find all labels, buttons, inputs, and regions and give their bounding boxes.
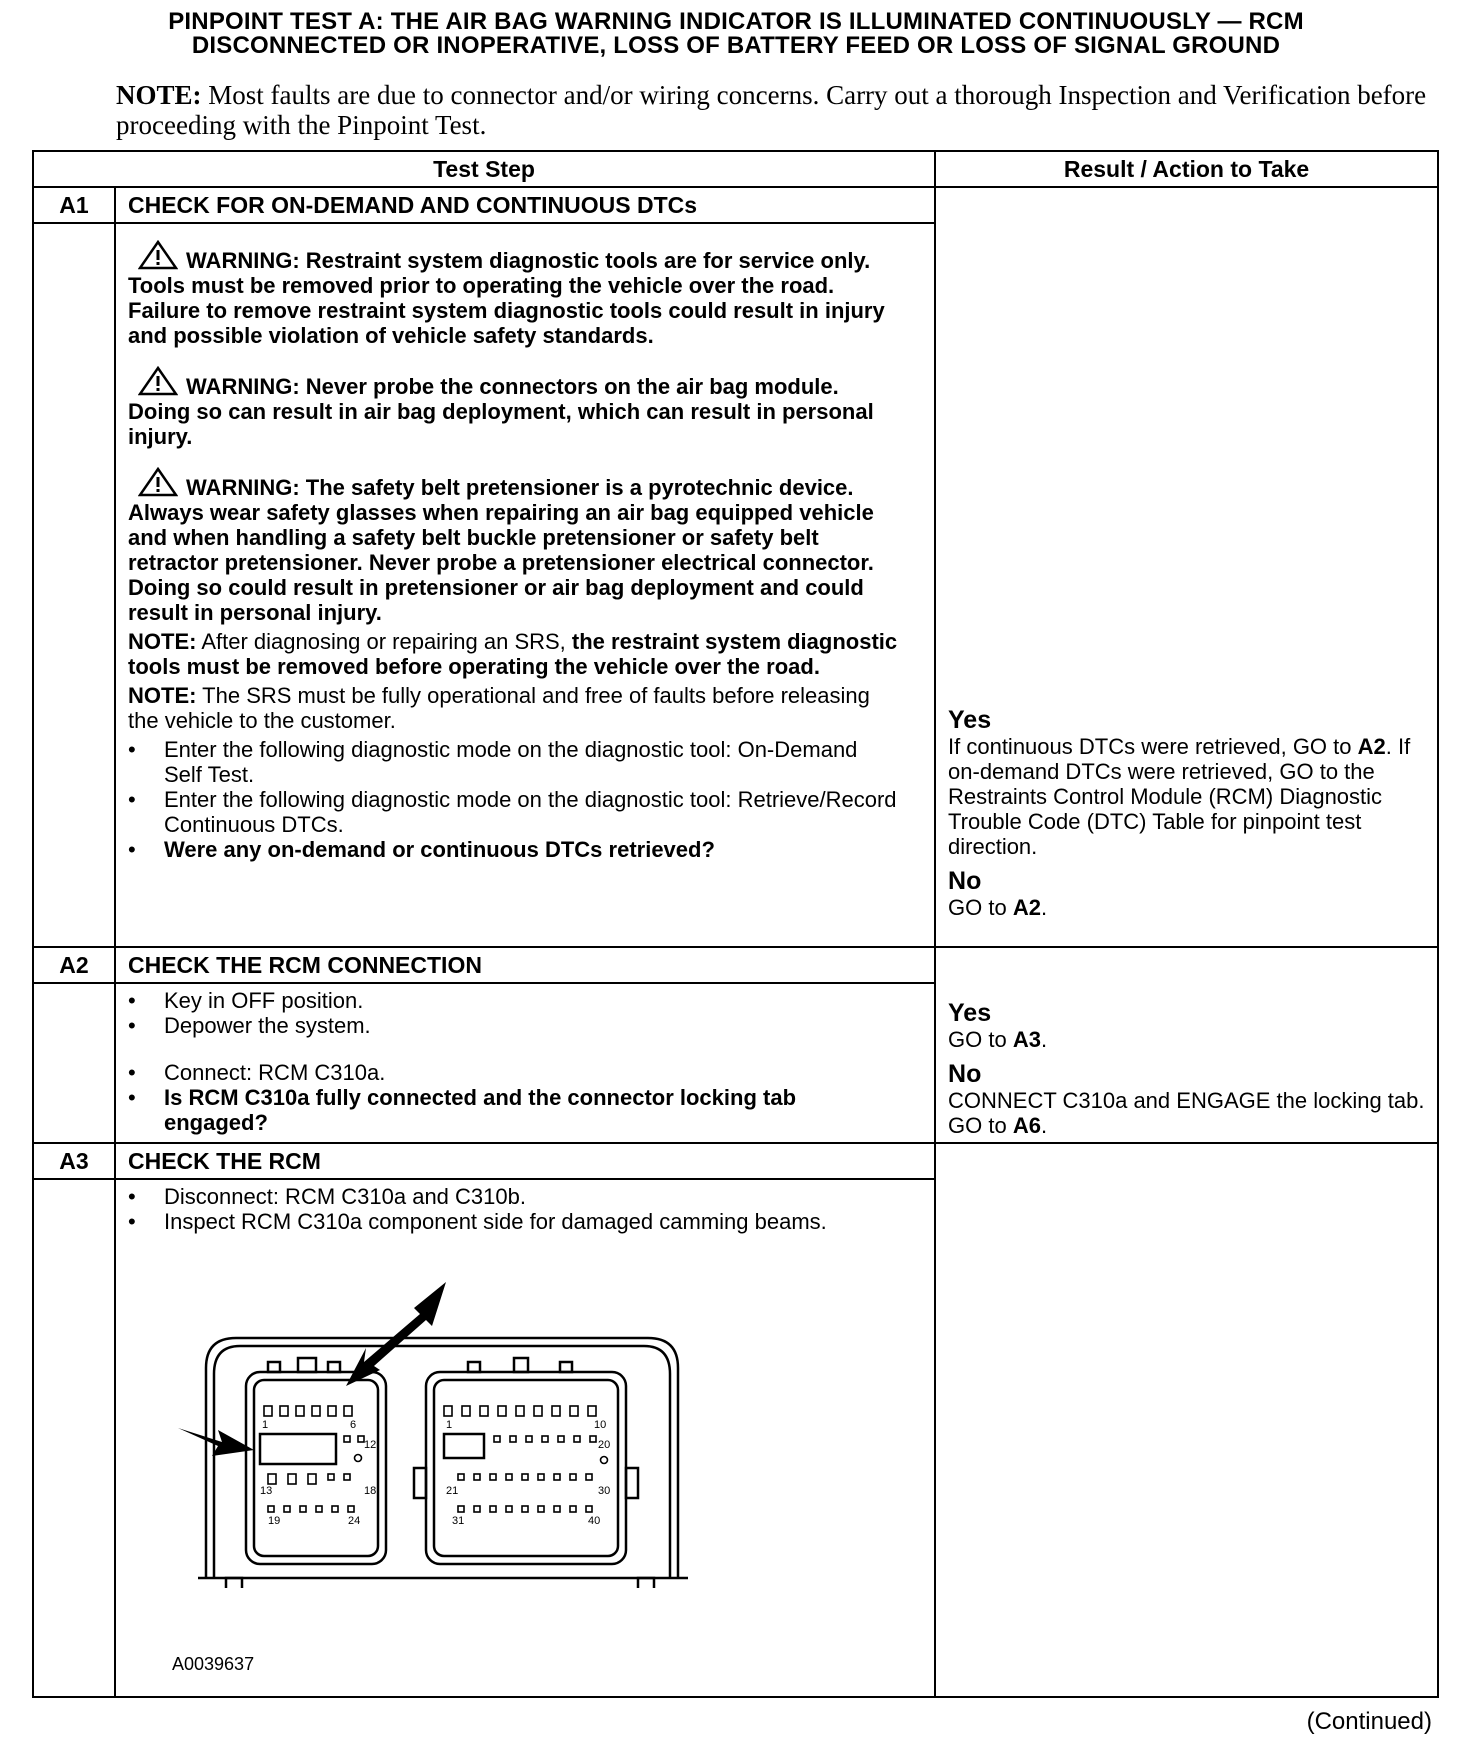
title-line-2: DISCONNECTED OR INOPERATIVE, LOSS OF BATTERY FEED OR LOSS OF SIGNAL GROUND [191, 32, 1281, 59]
rcm-connector-drawing [168, 1278, 728, 1588]
list-item: • Disconnect: RCM C310a and C310b. [128, 1184, 898, 1209]
step-body-a1 [115, 223, 935, 947]
pin-label: 10 [594, 1419, 607, 1431]
list-item: • Connect: RCM C310a. [128, 1060, 898, 1085]
col-header-result: Result / Action to Take [935, 151, 1438, 187]
pin-label: 13 [260, 1485, 273, 1497]
intro-note [116, 80, 1436, 140]
warning-3: WARNING: The safety belt pretensioner is a pyrotechnic device. Always wear safety glasses when repairing an air bag equipped vehicle and when handling a safety belt buckle pretensioner or safety belt retractor pretensioner. Never probe a pretensioner electrical connector. Doing so could result in pretensioner or air bag deployment and could result in personal injury. [128, 467, 898, 625]
warning-2: WARNING: Never probe the connectors on the air bag module. Doing so can result in air bag deployment, which can result in personal injury. [128, 366, 898, 449]
pin-label: 19 [268, 1515, 281, 1527]
pin-label: 1 [446, 1419, 453, 1431]
a1-note-2: NOTE: The SRS must be fully operational and free of faults before releasing the vehicle to the customer. [128, 683, 870, 733]
step-id-a1: A1 [33, 187, 115, 223]
pin-label: 6 [350, 1419, 357, 1431]
list-item: • Enter the following diagnostic mode on the diagnostic tool: On-Demand Self Test. [128, 737, 898, 787]
result-a1-no-label: No [948, 867, 982, 895]
result-a2-yes-label: Yes [948, 999, 992, 1027]
page-title [40, 10, 1432, 58]
result-a2 [935, 947, 1438, 1143]
list-item: • Inspect RCM C310a component side for damaged camming beams. [128, 1209, 898, 1234]
step-id-spacer-a3 [33, 1179, 115, 1697]
result-a2-no-text: CONNECT C310a and ENGAGE the locking tab. GO to A6. [948, 1088, 1425, 1138]
title-line-1: PINPOINT TEST A: THE AIR BAG WARNING INDICATOR IS ILLUMINATED CONTINUOUSLY — RCM [168, 8, 1304, 35]
pin-label: 31 [452, 1515, 465, 1527]
step-id-a2: A2 [33, 947, 115, 983]
list-item: • Were any on-demand or continuous DTCs retrieved? [128, 837, 898, 862]
a1-note-1: NOTE: After diagnosing or repairing an SRS, the restraint system diagnostic tools must be removed before operating the vehicle over the road. [128, 629, 898, 679]
result-a1 [935, 187, 1438, 947]
a3-bullets [128, 1184, 898, 1234]
result-a2-no-label: No [948, 1060, 982, 1088]
pin-label: 12 [364, 1439, 377, 1451]
pin-label: 24 [348, 1515, 361, 1527]
continued-label: (Continued) [1306, 1708, 1432, 1735]
pin-label: 21 [446, 1485, 459, 1497]
result-a1-yes-text: If continuous DTCs were retrieved, GO to A2. If on-demand DTCs were retrieved, GO to the Restraints Control Module (RCM) Diagnostic Trouble Code (DTC) Table for pinpoint test direction. [948, 734, 1411, 859]
warning-triangle-icon [138, 240, 178, 270]
warning-1: WARNING: Restraint system diagnostic tools are for service only. Tools must be removed prior to operating the vehicle over the road. Failure to remove restraint system diagnostic tools could result in injury and possible violation of vehicle safety standards. [128, 240, 898, 348]
list-item: • Depower the system. [128, 1013, 898, 1038]
list-item: • Is RCM C310a fully connected and the connector locking tab engaged? [128, 1085, 898, 1135]
pin-label: 40 [588, 1515, 601, 1527]
col-header-test-step: Test Step [33, 151, 935, 187]
note-label: NOTE: [116, 80, 202, 110]
a2-bullets-2 [128, 1060, 898, 1135]
step-id-spacer-a2 [33, 983, 115, 1143]
list-item: • Enter the following diagnostic mode on the diagnostic tool: Retrieve/Record Continuous DTCs. [128, 787, 898, 837]
step-title-a3: CHECK THE RCM [115, 1143, 935, 1179]
step-id-spacer-a1 [33, 223, 115, 947]
a1-bullets [128, 737, 898, 862]
step-title-a2: CHECK THE RCM CONNECTION [115, 947, 935, 983]
step-title-a1: CHECK FOR ON-DEMAND AND CONTINUOUS DTCs [115, 187, 935, 223]
pin-label: 18 [364, 1485, 377, 1497]
pinpoint-table [32, 150, 1439, 1698]
step-body-a3 [115, 1179, 935, 1697]
rcm-connector-figure [128, 1268, 898, 1688]
a2-bullets-1 [128, 988, 898, 1038]
figure-id: A0039637 [172, 1654, 255, 1674]
pin-label: 30 [598, 1485, 611, 1497]
warning-triangle-icon [138, 366, 178, 396]
result-a1-no-text: GO to A2. [948, 895, 1048, 920]
result-a1-yes-label: Yes [948, 706, 992, 734]
result-a3 [935, 1143, 1438, 1697]
step-id-a3: A3 [33, 1143, 115, 1179]
pin-label: 20 [598, 1439, 611, 1451]
note-text: Most faults are due to connector and/or wiring concerns. Carry out a thorough Inspection and Verification before proceeding with the Pinpoint Test. [116, 80, 1427, 140]
pin-label: 1 [262, 1419, 269, 1431]
result-a2-yes-text: GO to A3. [948, 1027, 1048, 1052]
list-item: • Key in OFF position. [128, 988, 898, 1013]
warning-triangle-icon [138, 467, 178, 497]
step-body-a2 [115, 983, 935, 1143]
